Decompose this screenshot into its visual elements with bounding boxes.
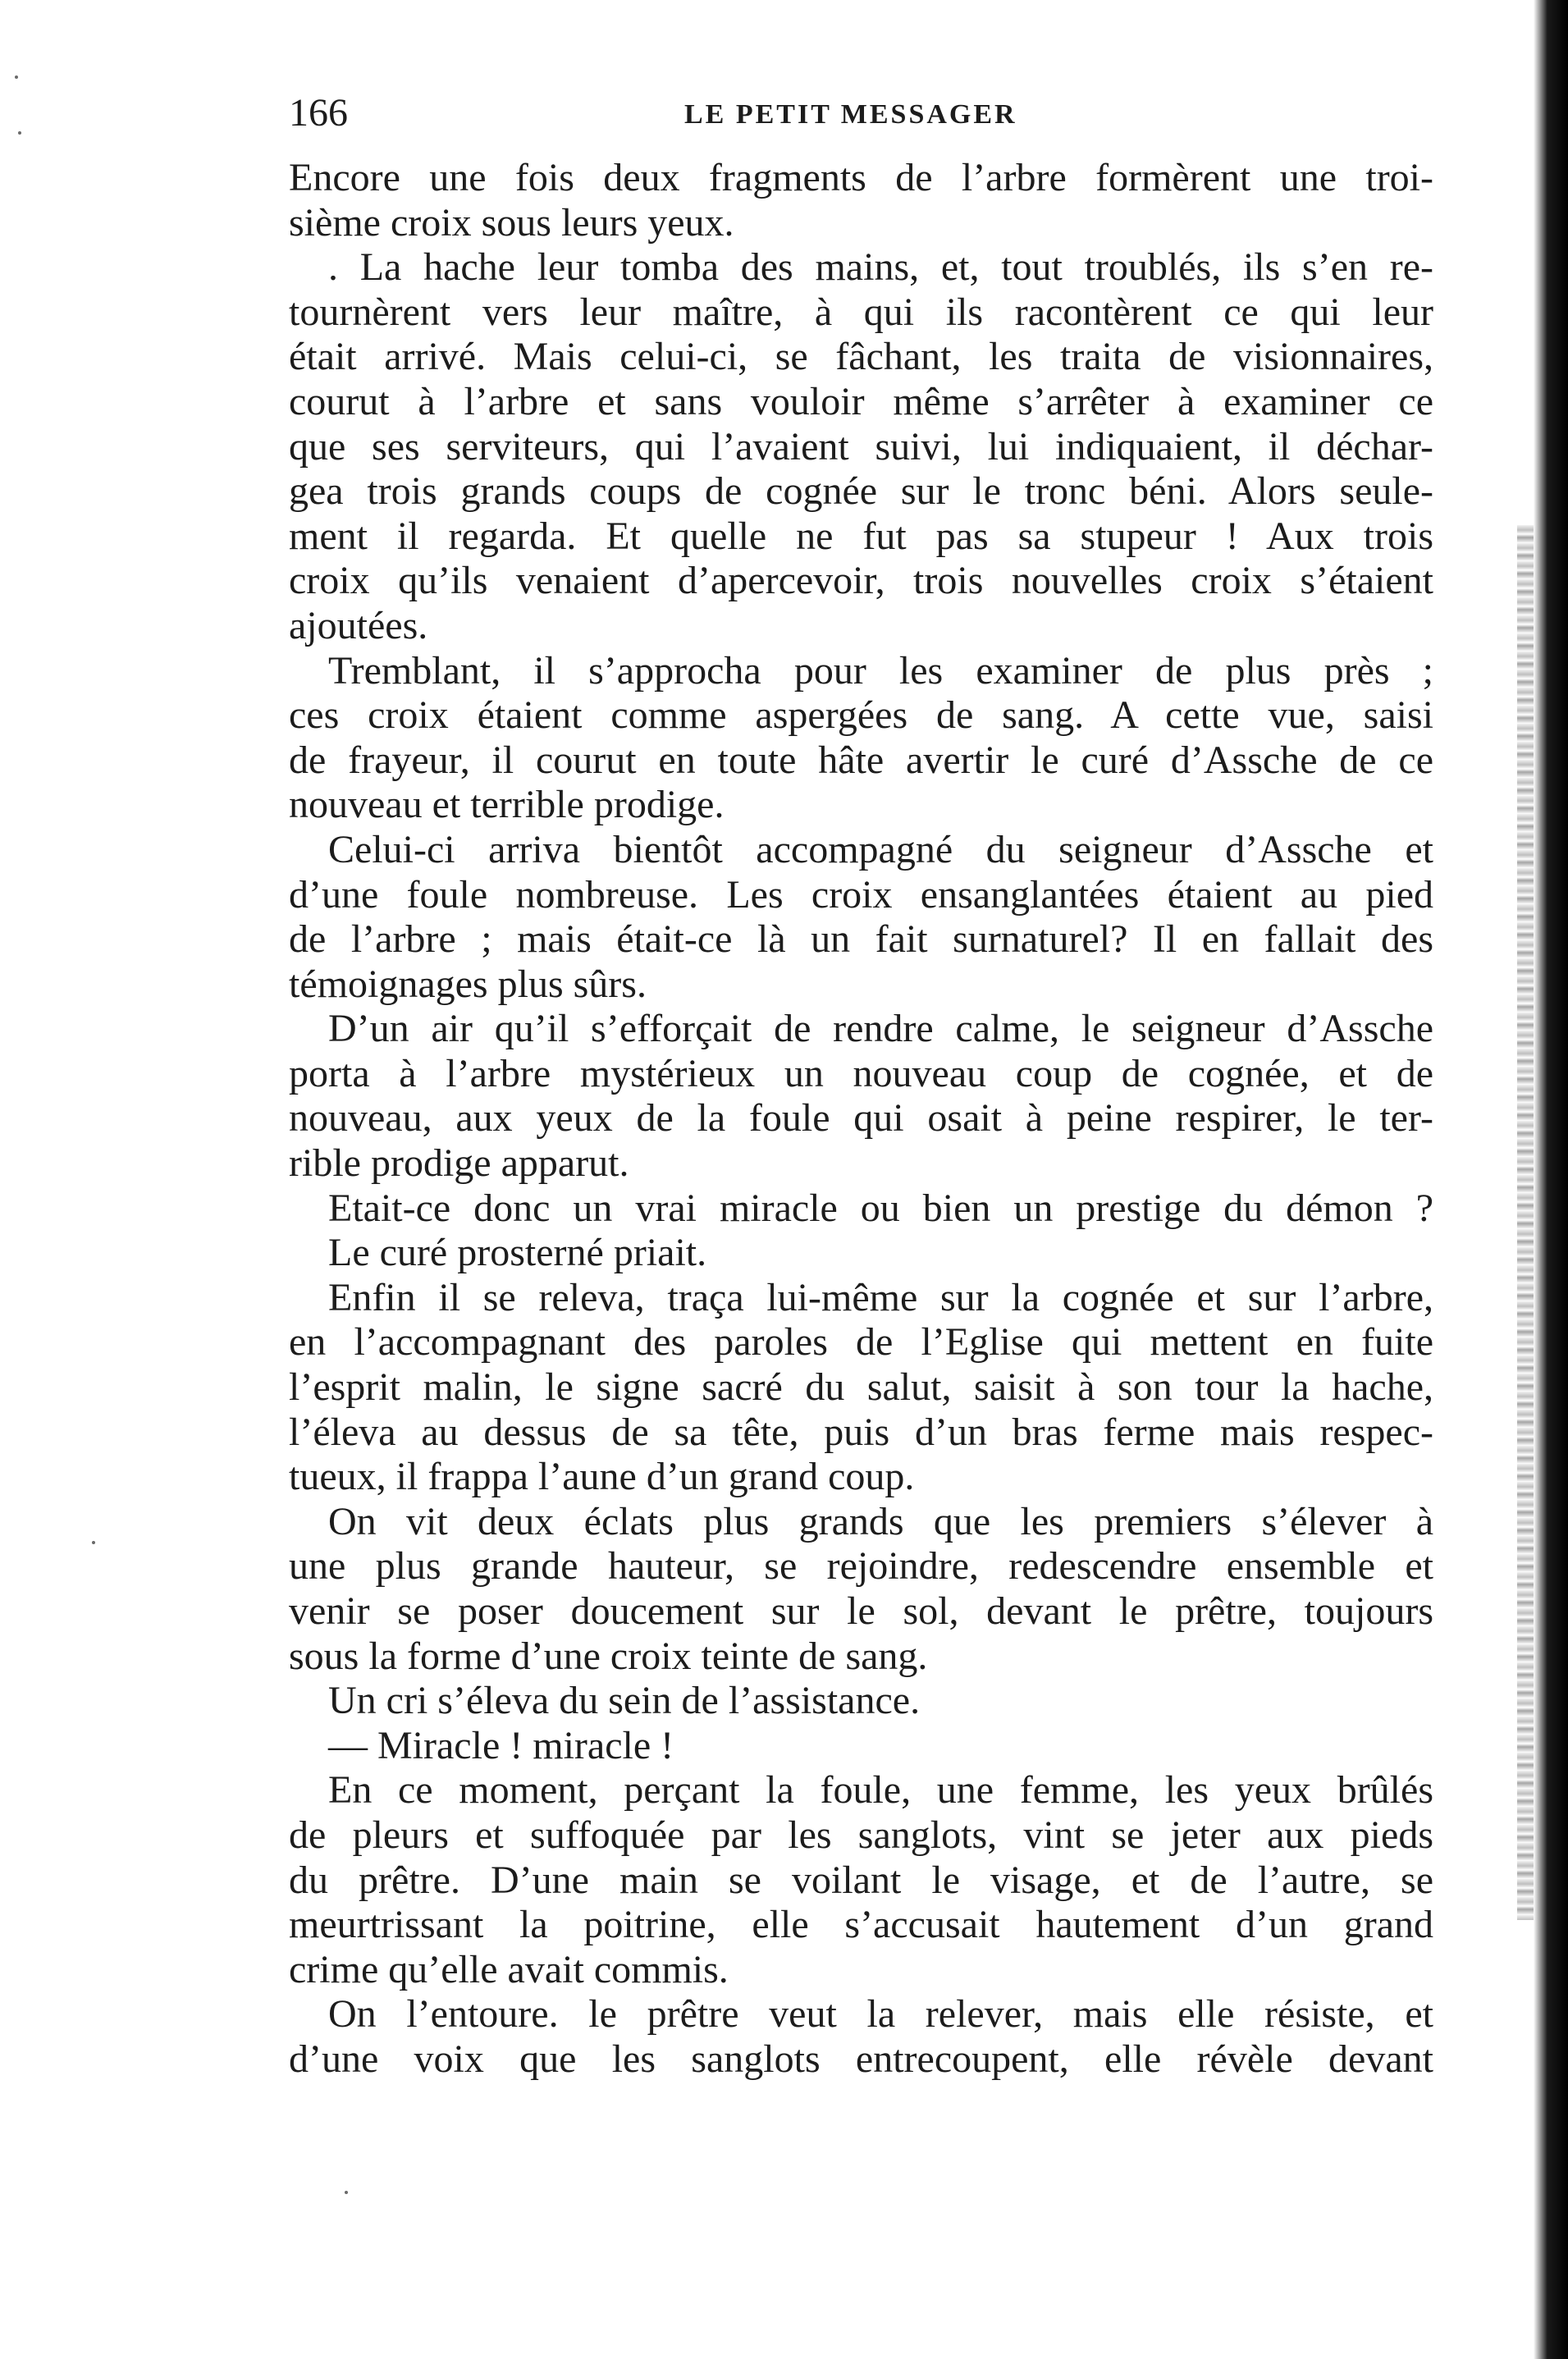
paper-speck [345,2191,348,2194]
text-line: D’un air qu’il s’efforçait de rendre calme, le seigneur d’Assche [328,1007,1433,1051]
text-line: de l’arbre ; mais était-ce là un fait surnaturel? Il en fallait des [289,917,1433,962]
text-line: tournèrent vers leur maître, à qui ils racontèrent ce qui leur [289,290,1433,334]
text-line: en l’accompagnant des paroles de l’Eglise qui mettent en fuite [289,1320,1433,1365]
paper-speck [92,1541,95,1544]
running-title: LE PETIT MESSAGER [684,99,1017,130]
page-edge-shadow [1534,0,1568,2359]
text-line: était arrivé. Mais celui-ci, se fâchant, les traita de visionnaires, [289,335,1433,379]
text-line: Encore une fois deux fragments de l’arbre formèrent une troi- [289,156,1433,199]
paper-speck [15,75,18,79]
page-edge-texture [1517,525,1534,1920]
text-line: sième croix sous leurs yeux. [289,200,734,245]
text-line: Un cri s’éleva du sein de l’assistance. [328,1679,921,1723]
text-line: venir se poser doucement sur le sol, devant le prêtre, toujours [289,1589,1433,1633]
text-line: Tremblant, il s’approcha pour les examiner de plus près ; [328,648,1433,693]
text-line: d’une foule nombreuse. Les croix ensanglantées étaient au pied [289,872,1433,917]
text-line: nouveau, aux yeux de la foule qui osait à peine respirer, le ter- [289,1096,1433,1141]
text-line: témoignages plus sûrs. [289,962,647,1006]
text-line: de pleurs et suffoquée par les sanglots, vint se jeter aux pieds [289,1813,1433,1857]
text-line: l’éleva au dessus de sa tête, puis d’un bras ferme mais respec- [289,1410,1433,1454]
text-line: nouveau et terrible prodige. [289,783,725,827]
text-line: que ses serviteurs, qui l’avaient suivi, lui indiquaient, il déchar- [289,424,1433,469]
text-line: On l’entoure. le prêtre veut la relever, mais elle résiste, et [328,1992,1433,2037]
text-line: meurtrissant la poitrine, elle s’accusait hautement d’un grand [289,1903,1433,1947]
text-line: . La hache leur tomba des mains, et, tout troublés, ils s’en re- [328,245,1433,290]
page-header [289,89,1433,138]
text-line: gea trois grands coups de cognée sur le tronc béni. Alors seule- [289,469,1433,514]
text-line: Enfin il se releva, traça lui-même sur la cognée et sur l’arbre, [328,1275,1433,1319]
text-line: de frayeur, il courut en toute hâte avertir le curé d’Assche de ce [289,738,1433,782]
paper-speck [18,131,21,135]
text-line: ajoutées. [289,603,428,647]
text-line: l’esprit malin, le signe sacré du salut, saisit à son tour la hache, [289,1365,1433,1410]
text-line: du prêtre. D’une main se voilant le visage, et de l’autre, se [289,1858,1433,1902]
text-line: Le curé prosterné priait. [328,1231,707,1275]
text-line: croix qu’ils venaient d’apercevoir, trois nouvelles croix s’étaient [289,559,1433,603]
text-line: On vit deux éclats plus grands que les premiers s’élever à [328,1499,1433,1543]
text-line: — Miracle ! miracle ! [328,1723,674,1767]
text-line: crime qu’elle avait commis. [289,1947,729,1991]
body-text [289,156,1433,2082]
text-line: Etait-ce donc un vrai miracle ou bien un prestige du démon ? [328,1186,1433,1230]
page-number: 166 [289,91,348,135]
text-line: rible prodige apparut. [289,1141,629,1186]
text-line: ces croix étaient comme aspergées de sang. A cette vue, saisi [289,693,1433,738]
text-line: d’une voix que les sanglots entrecoupent, elle révèle devant [289,2037,1433,2081]
text-line: sous la forme d’une croix teinte de sang. [289,1634,928,1678]
text-line: tueux, il frappa l’aune d’un grand coup. [289,1455,915,1499]
text-line: courut à l’arbre et sans vouloir même s’arrêter à examiner ce [289,379,1433,423]
text-line: En ce moment, perçant la foule, une femme, les yeux brûlés [328,1768,1433,1813]
text-line: Celui-ci arriva bientôt accompagné du seigneur d’Assche et [328,827,1433,871]
text-line: une plus grande hauteur, se rejoindre, redescendre ensemble et [289,1544,1433,1589]
text-line: ment il regarda. Et quelle ne fut pas sa stupeur ! Aux trois [289,514,1433,558]
text-line: porta à l’arbre mystérieux un nouveau coup de cognée, et de [289,1051,1433,1095]
